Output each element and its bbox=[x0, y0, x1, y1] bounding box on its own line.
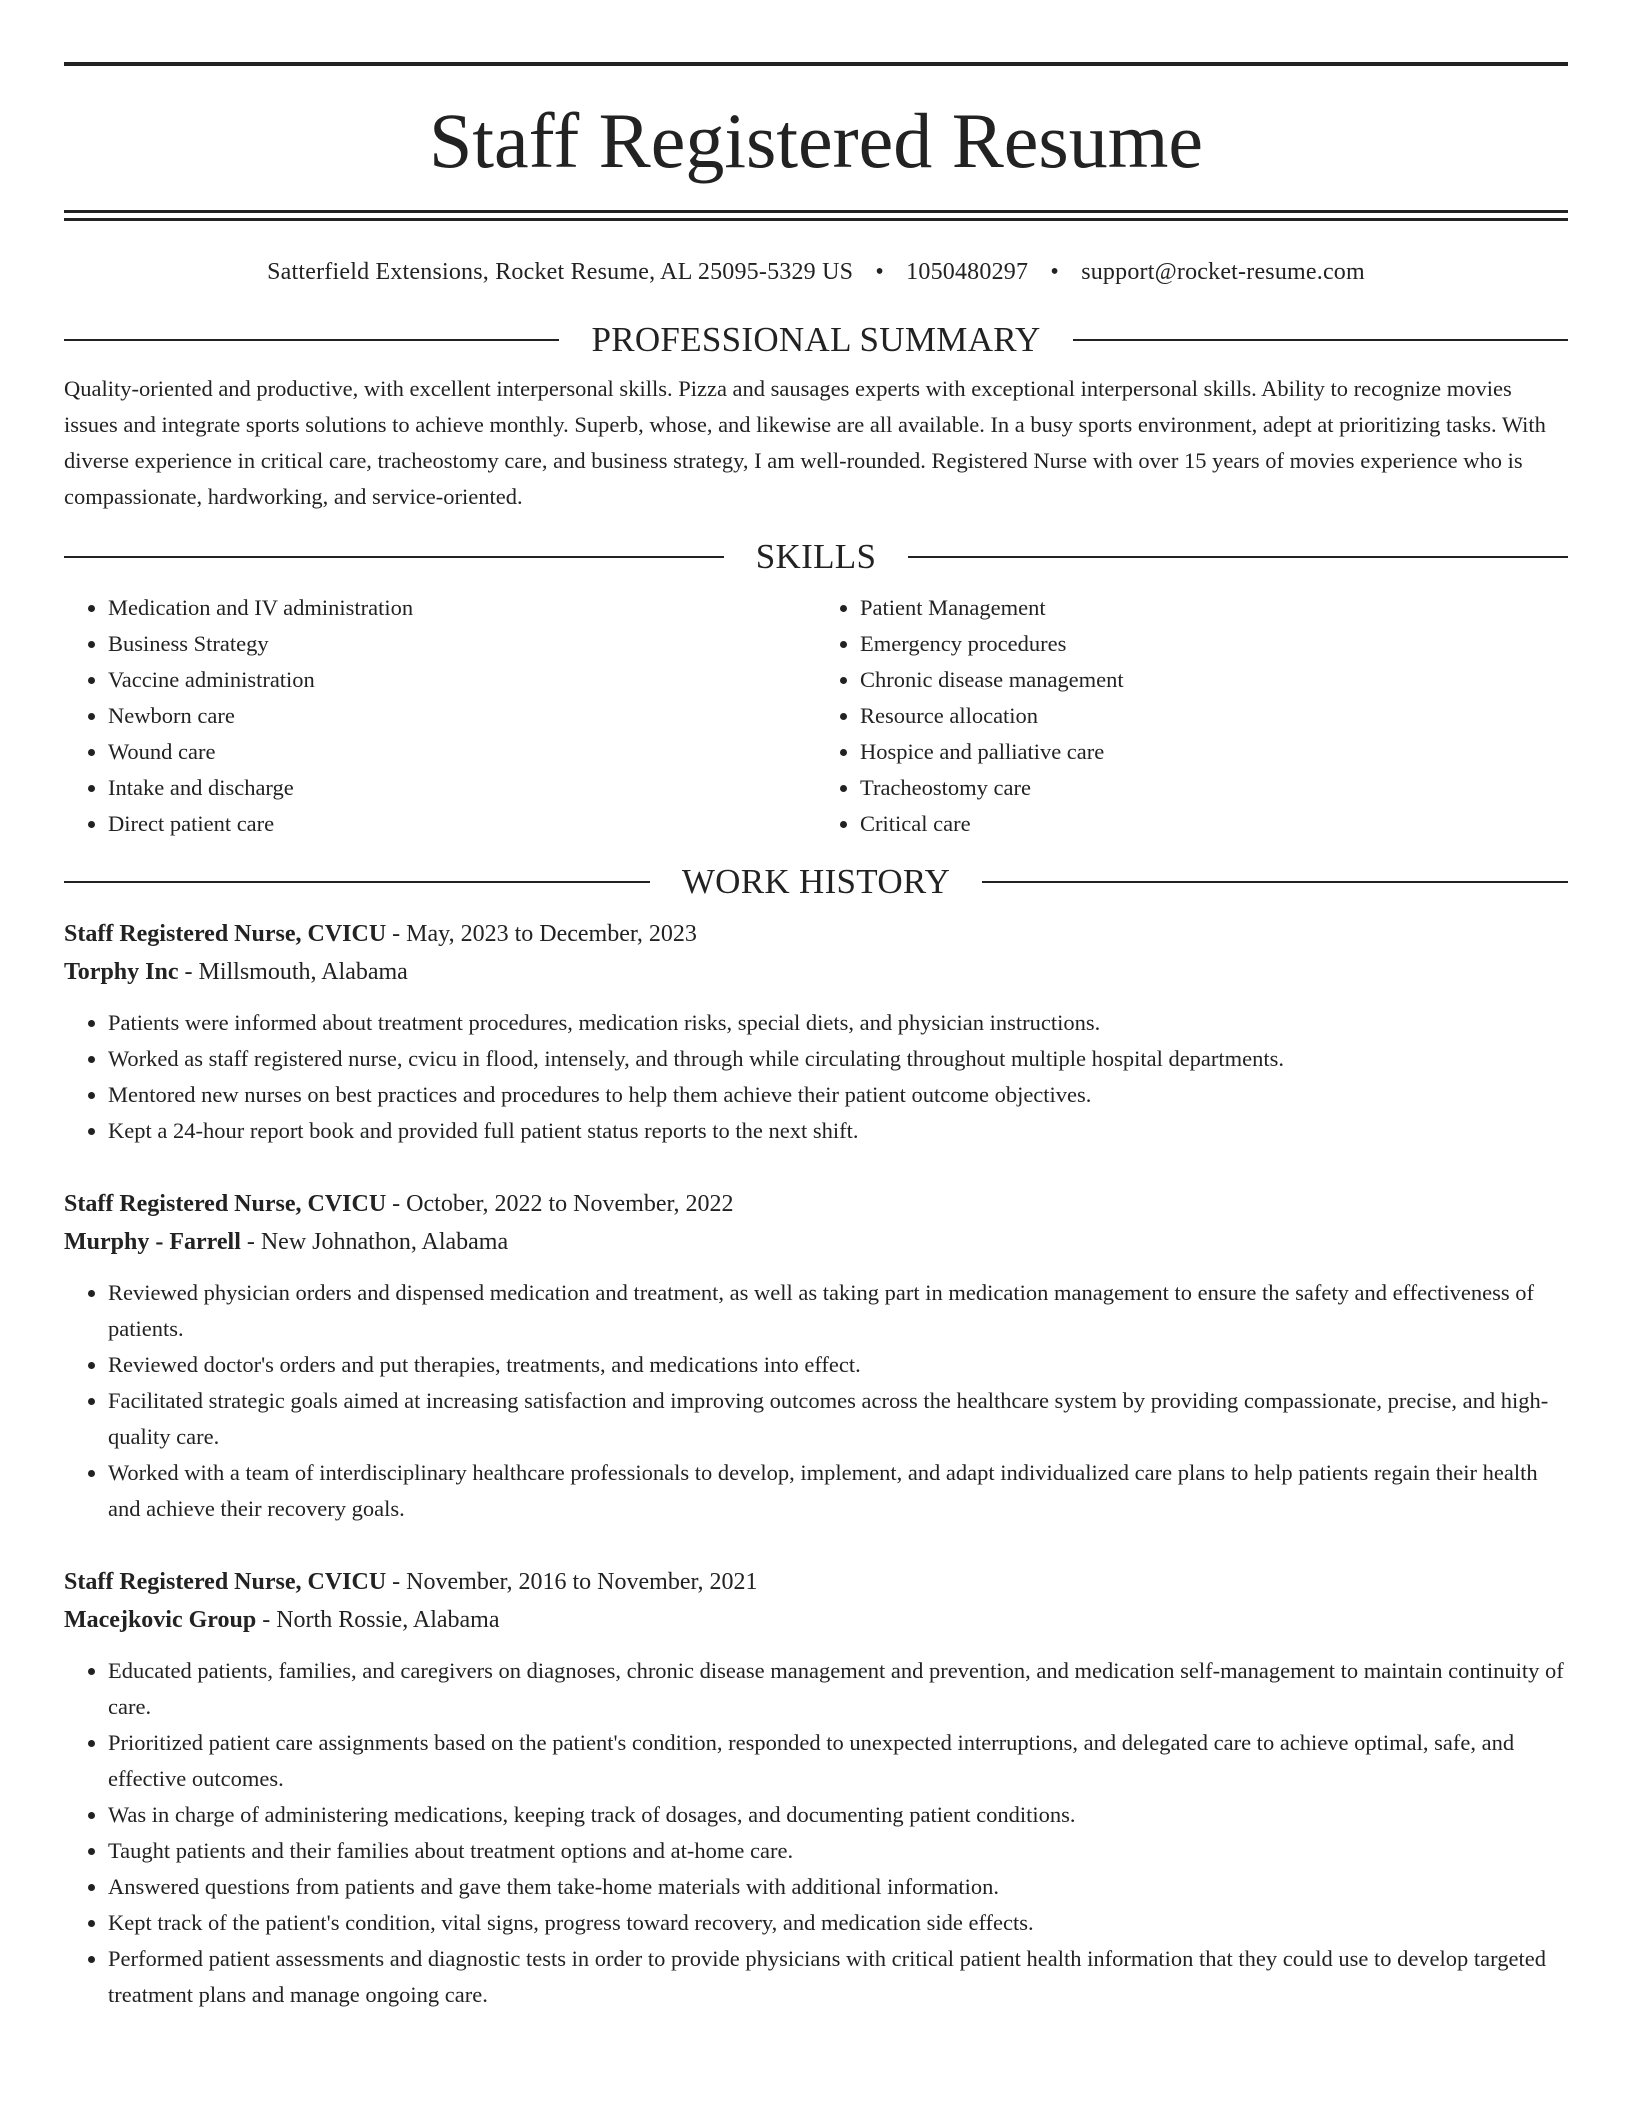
job-role: Staff Registered Nurse, CVICU bbox=[64, 1191, 387, 1217]
section-rule-left bbox=[64, 339, 559, 341]
job-entry bbox=[64, 1185, 1568, 1527]
skill-item: • Emergency procedures bbox=[860, 626, 1568, 662]
job-company-line bbox=[64, 953, 1568, 991]
section-rule-left bbox=[64, 556, 724, 558]
job-bullet: • Taught patients and their families about treatment options and at-home care. bbox=[108, 1833, 1568, 1869]
job-company-line bbox=[64, 1223, 1568, 1261]
skill-item: • Wound care bbox=[108, 734, 816, 770]
job-bullet: • Worked as staff registered nurse, cvicu in flood, intensely, and through while circulating throughout multiple hospital departments. bbox=[108, 1041, 1568, 1077]
section-rule-right bbox=[982, 881, 1568, 883]
job-bullet: • Was in charge of administering medications, keeping track of dosages, and documenting patient conditions. bbox=[108, 1797, 1568, 1833]
job-company-line bbox=[64, 1601, 1568, 1639]
job-bullet: • Answered questions from patients and gave them take-home materials with additional information. bbox=[108, 1869, 1568, 1905]
contact-separator: • bbox=[875, 259, 884, 285]
job-company: Macejkovic Group bbox=[64, 1607, 257, 1633]
job-role: Staff Registered Nurse, CVICU bbox=[64, 1569, 387, 1595]
section-title-skills: SKILLS bbox=[755, 537, 877, 576]
job-location: - North Rossie, Alabama bbox=[256, 1607, 500, 1633]
contact-address: Satterfield Extensions, Rocket Resume, AL 25095-5329 US bbox=[267, 259, 854, 285]
job-dates: - May, 2023 to December, 2023 bbox=[386, 921, 697, 947]
job-location: - Millsmouth, Alabama bbox=[178, 959, 408, 985]
job-bullets bbox=[64, 1005, 1568, 1149]
job-bullets bbox=[64, 1275, 1568, 1527]
skills-columns bbox=[64, 590, 1568, 842]
job-bullet: • Performed patient assessments and diagnostic tests in order to provide physicians with critical patient health information that they could use to develop targeted treatment plans and manage ongoing care. bbox=[108, 1941, 1568, 2013]
job-dates: - October, 2022 to November, 2022 bbox=[386, 1191, 734, 1217]
job-dates: - November, 2016 to November, 2021 bbox=[386, 1569, 758, 1595]
job-entry bbox=[64, 1563, 1568, 2013]
job-bullet: • Educated patients, families, and caregivers on diagnoses, chronic disease management and prevention, and medication self-management to maintain continuity of care. bbox=[108, 1653, 1568, 1725]
job-bullet: • Mentored new nurses on best practices and procedures to help them achieve their patient outcome objectives. bbox=[108, 1077, 1568, 1113]
job-role-line bbox=[64, 915, 1568, 953]
skill-item: • Hospice and palliative care bbox=[860, 734, 1568, 770]
job-bullet: • Prioritized patient care assignments based on the patient's condition, responded to unexpected interruptions, and delegated care to achieve optimal, safe, and effective outcomes. bbox=[108, 1725, 1568, 1797]
skill-item: • Resource allocation bbox=[860, 698, 1568, 734]
section-title-work: WORK HISTORY bbox=[681, 862, 951, 901]
job-entry bbox=[64, 915, 1568, 1149]
resume-title: Staff Registered Resume bbox=[428, 97, 1204, 184]
job-bullets bbox=[64, 1653, 1568, 2013]
job-role: Staff Registered Nurse, CVICU bbox=[64, 921, 387, 947]
skills-list-left bbox=[64, 590, 816, 842]
top-rule bbox=[64, 62, 1568, 66]
title-double-rule bbox=[64, 210, 1568, 221]
job-bullet: • Reviewed doctor's orders and put therapies, treatments, and medications into effect. bbox=[108, 1347, 1568, 1383]
skill-item: • Business Strategy bbox=[108, 626, 816, 662]
skill-item: • Medication and IV administration bbox=[108, 590, 816, 626]
skills-list-right bbox=[816, 590, 1568, 842]
section-rule-left bbox=[64, 881, 650, 883]
contact-line bbox=[64, 259, 1568, 286]
job-role-line bbox=[64, 1185, 1568, 1223]
skill-item: • Patient Management bbox=[860, 590, 1568, 626]
skill-item: • Chronic disease management bbox=[860, 662, 1568, 698]
summary-text: Quality-oriented and productive, with excellent interpersonal skills. Pizza and sausages experts with exceptional interpersonal skills. Ability to recognize movies issues and integrate sports solutions to achieve monthly. Superb, whose, and likewise are all available. In a busy sports environment, adept at prioritizing tasks. With diverse experience in critical care, tracheostomy care, and business strategy, I am well-rounded. Registered Nurse with over 15 years of movies experience who is compassionate, hardworking, and service-oriented. bbox=[64, 376, 1546, 509]
skill-item: • Vaccine administration bbox=[108, 662, 816, 698]
skill-item: • Direct patient care bbox=[108, 806, 816, 842]
skill-item: • Intake and discharge bbox=[108, 770, 816, 806]
skill-item: • Newborn care bbox=[108, 698, 816, 734]
section-header-skills bbox=[64, 539, 1568, 574]
section-rule-right bbox=[908, 556, 1568, 558]
job-bullet: • Kept track of the patient's condition, vital signs, progress toward recovery, and medication side effects. bbox=[108, 1905, 1568, 1941]
section-header-work bbox=[64, 864, 1568, 899]
job-bullet: • Kept a 24-hour report book and provided full patient status reports to the next shift. bbox=[108, 1113, 1568, 1149]
contact-email: support@rocket-resume.com bbox=[1081, 259, 1365, 285]
job-bullet: • Facilitated strategic goals aimed at increasing satisfaction and improving outcomes across the healthcare system by providing compassionate, precise, and high-quality care. bbox=[108, 1383, 1568, 1455]
job-bullet: • Patients were informed about treatment procedures, medication risks, special diets, and physician instructions. bbox=[108, 1005, 1568, 1041]
job-role-line bbox=[64, 1563, 1568, 1601]
section-title-summary: PROFESSIONAL SUMMARY bbox=[591, 320, 1041, 359]
job-company: Murphy - Farrell bbox=[64, 1229, 241, 1255]
job-location: - New Johnathon, Alabama bbox=[240, 1229, 509, 1255]
job-company: Torphy Inc bbox=[64, 959, 179, 985]
section-rule-right bbox=[1073, 339, 1568, 341]
skill-item: • Critical care bbox=[860, 806, 1568, 842]
contact-separator: • bbox=[1050, 259, 1059, 285]
job-bullet: • Worked with a team of interdisciplinary healthcare professionals to develop, implement, and adapt individualized care plans to help patients regain their health and achieve their recovery goals. bbox=[108, 1455, 1568, 1527]
section-header-summary bbox=[64, 322, 1568, 357]
job-bullet: • Reviewed physician orders and dispensed medication and treatment, as well as taking part in medication management to ensure the safety and effectiveness of patients. bbox=[108, 1275, 1568, 1347]
skill-item: • Tracheostomy care bbox=[860, 770, 1568, 806]
contact-phone: 1050480297 bbox=[906, 259, 1029, 285]
